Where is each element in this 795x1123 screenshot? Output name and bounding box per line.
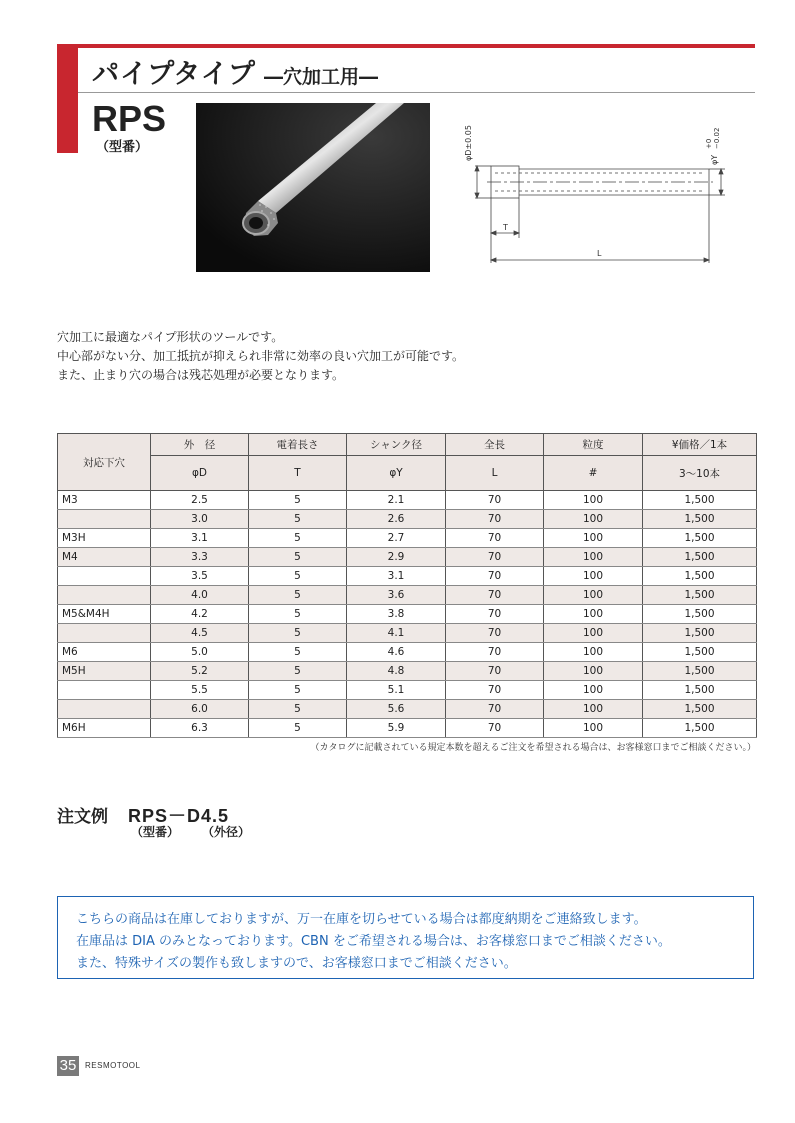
header-coating-length: 電着長さ: [249, 434, 347, 456]
table-cell: 4.0: [151, 586, 249, 605]
table-cell: 5: [249, 605, 347, 624]
label-l: L: [597, 249, 602, 258]
spec-table: [57, 433, 757, 738]
table-cell: 100: [544, 624, 643, 643]
table-row: [58, 491, 757, 510]
table-cell: 1,500: [643, 548, 757, 567]
table-cell: 5: [249, 529, 347, 548]
table-cell: 2.9: [347, 548, 446, 567]
table-row: [58, 586, 757, 605]
table-cell: 4.5: [151, 624, 249, 643]
table-cell: 5.6: [347, 700, 446, 719]
table-cell: 3.5: [151, 567, 249, 586]
table-cell: M4: [58, 548, 151, 567]
label-shank-tol-plus: +0: [705, 138, 713, 149]
table-cell: 5: [249, 491, 347, 510]
table-cell: 4.2: [151, 605, 249, 624]
product-photo: [196, 103, 430, 272]
table-cell: [58, 586, 151, 605]
label-shank-tol-minus: −0.02: [713, 127, 721, 149]
table-cell: 1,500: [643, 510, 757, 529]
header-divider: [78, 92, 755, 93]
table-cell: 6.3: [151, 719, 249, 738]
table-cell: 1,500: [643, 586, 757, 605]
table-cell: 100: [544, 586, 643, 605]
table-cell: 70: [446, 567, 544, 586]
table-cell: 100: [544, 548, 643, 567]
table-cell: [58, 510, 151, 529]
table-cell: M3H: [58, 529, 151, 548]
table-cell: 4.1: [347, 624, 446, 643]
table-cell: 5.1: [347, 681, 446, 700]
dimension-drawing: [455, 105, 735, 275]
order-label: 注文例: [57, 807, 108, 827]
table-cell: 3.3: [151, 548, 249, 567]
table-cell: 70: [446, 529, 544, 548]
brand-name: RESMOTOOL: [85, 1061, 141, 1070]
table-cell: M5H: [58, 662, 151, 681]
table-cell: 5.0: [151, 643, 249, 662]
description-line: 穴加工に最適なパイプ形状のツールです。: [57, 330, 284, 344]
table-cell: M3: [58, 491, 151, 510]
table-row: [58, 605, 757, 624]
table-cell: 5: [249, 643, 347, 662]
description-line: 中心部がない分、加工抵抗が抑えられ非常に効率の良い穴加工が可能です。: [57, 349, 465, 363]
table-row: [58, 700, 757, 719]
table-cell: 100: [544, 567, 643, 586]
label-diameter: φD±0.05: [464, 125, 473, 161]
order-sub-diameter: （外径）: [202, 825, 251, 839]
table-cell: 1,500: [643, 529, 757, 548]
table-cell: 1,500: [643, 624, 757, 643]
table-cell: 5: [249, 662, 347, 681]
table-cell: 2.1: [347, 491, 446, 510]
table-cell: 1,500: [643, 681, 757, 700]
table-row: [58, 662, 757, 681]
table-cell: 5: [249, 510, 347, 529]
table-cell: 1,500: [643, 719, 757, 738]
header-symbol-d: φD: [151, 456, 249, 491]
table-cell: 100: [544, 662, 643, 681]
notice-line: 在庫品は DIA のみとなっております。CBN をご希望される場合は、お客様窓口までご相談ください。: [76, 934, 671, 949]
table-cell: 100: [544, 700, 643, 719]
title-main: パイプタイプ: [92, 59, 256, 90]
table-cell: 70: [446, 491, 544, 510]
table-cell: [58, 567, 151, 586]
table-cell: 100: [544, 605, 643, 624]
table-cell: 4.6: [347, 643, 446, 662]
table-cell: 5: [249, 548, 347, 567]
label-t: T: [503, 223, 508, 232]
table-row: [58, 643, 757, 662]
table-cell: 5: [249, 586, 347, 605]
table-cell: 1,500: [643, 605, 757, 624]
table-cell: 70: [446, 586, 544, 605]
notice-line: また、特殊サイズの製作も致しますので、お客様窓口までご相談ください。: [76, 956, 517, 971]
table-cell: 100: [544, 510, 643, 529]
table-cell: 2.6: [347, 510, 446, 529]
table-cell: 70: [446, 605, 544, 624]
header-quantity: 3〜10本: [643, 456, 757, 491]
table-cell: 100: [544, 681, 643, 700]
table-row: [58, 681, 757, 700]
header-shank-diameter: シャンク径: [347, 434, 446, 456]
table-cell: 70: [446, 624, 544, 643]
table-row: [58, 567, 757, 586]
table-cell: 4.8: [347, 662, 446, 681]
page-number: 35: [57, 1056, 79, 1076]
table-cell: 2.7: [347, 529, 446, 548]
model-label: （型番）: [96, 140, 149, 155]
header-symbol-grit: #: [544, 456, 643, 491]
table-cell: 1,500: [643, 662, 757, 681]
table-cell: 5: [249, 624, 347, 643]
notice-line: こちらの商品は在庫しておりますが、万一在庫を切らせている場合は都度納期をご連絡致します。: [76, 912, 647, 927]
order-sub-model: （型番）: [131, 825, 180, 839]
table-cell: 5: [249, 719, 347, 738]
table-row: [58, 624, 757, 643]
table-cell: 100: [544, 529, 643, 548]
table-cell: 3.6: [347, 586, 446, 605]
table-row: [58, 529, 757, 548]
table-cell: 1,500: [643, 643, 757, 662]
header-grit: 粒度: [544, 434, 643, 456]
table-cell: 5: [249, 681, 347, 700]
table-cell: 100: [544, 719, 643, 738]
table-cell: [58, 681, 151, 700]
table-cell: 5: [249, 700, 347, 719]
table-cell: 5: [249, 567, 347, 586]
header-symbol-t: T: [249, 456, 347, 491]
order-code: RPS－D4.5: [128, 806, 230, 826]
table-cell: 5.5: [151, 681, 249, 700]
table-cell: 3.1: [151, 529, 249, 548]
table-cell: 2.5: [151, 491, 249, 510]
table-cell: 1,500: [643, 700, 757, 719]
table-cell: 70: [446, 510, 544, 529]
table-cell: [58, 700, 151, 719]
table-cell: 70: [446, 643, 544, 662]
table-cell: 1,500: [643, 567, 757, 586]
header-symbol-y: φY: [347, 456, 446, 491]
table-cell: 100: [544, 491, 643, 510]
table-cell: 70: [446, 662, 544, 681]
table-cell: [58, 624, 151, 643]
label-shank: φY: [710, 154, 719, 165]
title-subtitle: ―穴加工用―: [263, 66, 378, 88]
table-cell: 3.0: [151, 510, 249, 529]
description-line: また、止まり穴の場合は残芯処理が必要となります。: [57, 368, 345, 382]
table-cell: 70: [446, 700, 544, 719]
stock-notice: [57, 896, 754, 979]
table-cell: 1,500: [643, 491, 757, 510]
table-cell: 100: [544, 643, 643, 662]
table-cell: 3.8: [347, 605, 446, 624]
table-cell: 3.1: [347, 567, 446, 586]
table-cell: 5.9: [347, 719, 446, 738]
pipe-tool-image: [196, 103, 430, 272]
header-top-rule: [57, 44, 755, 48]
header-symbol-l: L: [446, 456, 544, 491]
table-row: [58, 719, 757, 738]
header-outer-diameter: 外 径: [151, 434, 249, 456]
table-cell: 6.0: [151, 700, 249, 719]
header-accent-bar: [57, 44, 78, 153]
table-row: [58, 548, 757, 567]
table-cell: 5.2: [151, 662, 249, 681]
table-note: （カタログに記載されている規定本数を超えるご注文を希望される場合は、お客様窓口までご相談ください。）: [310, 743, 756, 753]
table-cell: M5&M4H: [58, 605, 151, 624]
table-cell: 70: [446, 681, 544, 700]
header-hole: 対応下穴: [58, 434, 151, 491]
table-cell: M6: [58, 643, 151, 662]
header-total-length: 全長: [446, 434, 544, 456]
product-description: [57, 328, 464, 385]
page-title: [92, 52, 378, 91]
model-name: RPS: [92, 98, 167, 139]
table-cell: M6H: [58, 719, 151, 738]
table-row: [58, 510, 757, 529]
table-cell: 70: [446, 548, 544, 567]
table-cell: 70: [446, 719, 544, 738]
header-price: ¥価格／1本: [643, 434, 757, 456]
